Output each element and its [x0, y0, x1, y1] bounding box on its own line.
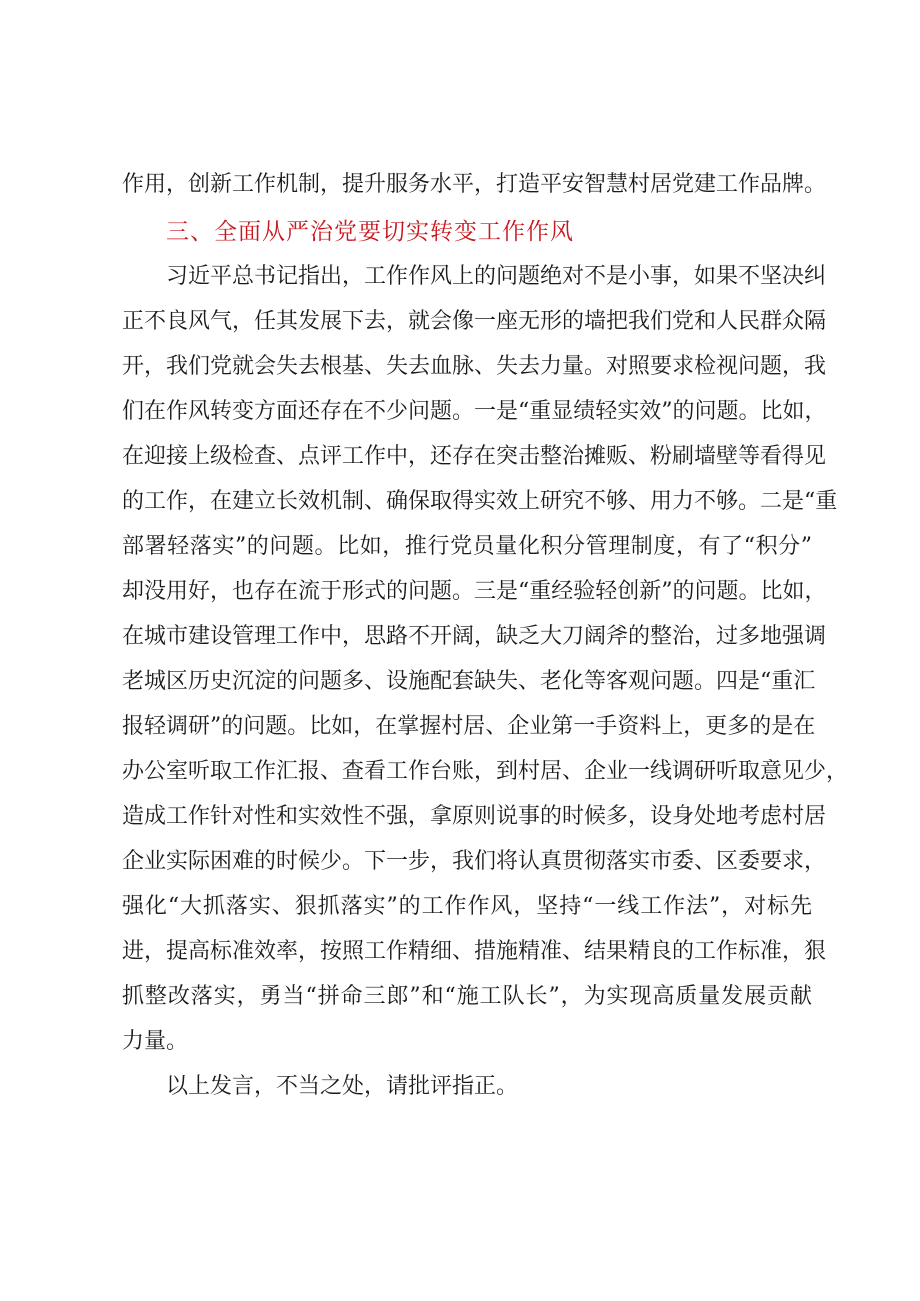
- paragraph-line: 造成工作针对性和实效性不强，拿原则说事的时候多，设身处地考虑村居: [122, 804, 827, 829]
- paragraph-line: 抓整改落实，勇当“拼命三郎”和“施工队长”，为实现高质量发展贡献: [122, 984, 812, 1009]
- paragraph-line: 力量。: [122, 1029, 189, 1054]
- paragraph-line: 办公室听取工作汇报、查看工作台账，到村居、企业一线调研听取意见少，: [122, 759, 849, 784]
- paragraph-line: 部署轻落实”的问题。比如，推行党员量化积分管理制度，有了“积分”: [122, 534, 812, 559]
- closing-line: 以上发言，不当之处，请批评指正。: [166, 1074, 519, 1099]
- section-heading: 三、全面从严治党要切实转变工作作风: [166, 219, 574, 245]
- paragraph-line: 企业实际困难的时候少。下一步，我们将认真贯彻落实市委、区委要求，: [122, 849, 827, 874]
- paragraph-line: 强化“大抓落实、狠抓落实”的工作作风，坚持“一线工作法”，对标先: [122, 894, 812, 919]
- paragraph-line: 在城市建设管理工作中，思路不开阔，缺乏大刀阔斧的整治，过多地强调: [122, 624, 827, 649]
- paragraph-line: 习近平总书记指出，工作作风上的问题绝对不是小事，如果不坚决纠: [166, 264, 827, 289]
- paragraph-line: 开，我们党就会失去根基、失去血脉、失去力量。对照要求检视问题，我: [122, 354, 827, 379]
- paragraph-line: 进，提高标准效率，按照工作精细、措施精准、结果精良的工作标准，狠: [122, 939, 827, 964]
- paragraph-line: 正不良风气，任其发展下去，就会像一座无形的墙把我们党和人民群众隔: [122, 309, 827, 334]
- paragraph-line: 却没用好，也存在流于形式的问题。三是“重经验轻创新”的问题。比如，: [122, 579, 827, 604]
- continuation-line: 作用，创新工作机制，提升服务水平，打造平安智慧村居党建工作品牌。: [122, 172, 827, 197]
- paragraph-line: 老城区历史沉淀的问题多、设施配套缺失、老化等客观问题。四是“重汇: [122, 669, 816, 694]
- paragraph-line: 们在作风转变方面还存在不少问题。一是“重显绩轻实效”的问题。比如，: [122, 399, 827, 424]
- paragraph-line: 在迎接上级检查、点评工作中，还存在突击整治摊贩、粉刷墙壁等看得见: [122, 444, 827, 469]
- paragraph-line: 的工作，在建立长效机制、确保取得实效上研究不够、用力不够。二是“重: [122, 489, 838, 514]
- paragraph-line: 报轻调研”的问题。比如，在掌握村居、企业第一手资料上，更多的是在: [122, 714, 816, 739]
